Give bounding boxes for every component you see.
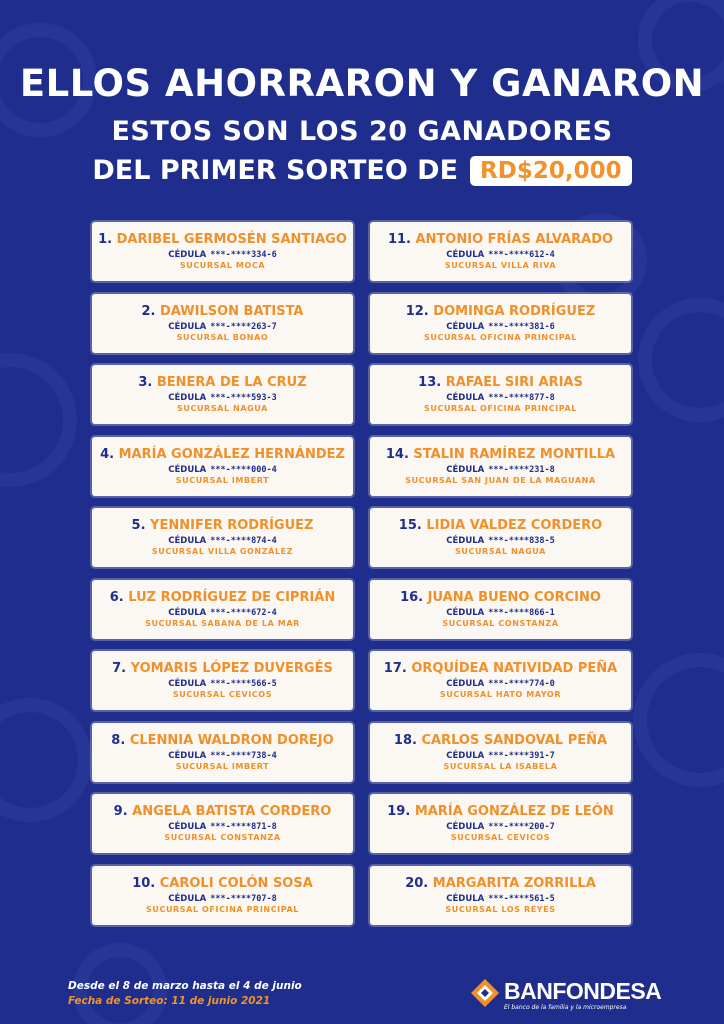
cedula-label: CÉDULA xyxy=(446,822,485,832)
logo-name: BANFONDESA xyxy=(504,978,662,1004)
winner-cedula xyxy=(92,393,353,403)
cedula-value: ***-****866-1 xyxy=(488,607,555,618)
winner-name-line xyxy=(92,447,353,462)
winner-cedula xyxy=(370,822,631,832)
winner-card xyxy=(92,437,353,496)
winner-card xyxy=(370,866,631,925)
winner-card xyxy=(92,866,353,925)
winner-card xyxy=(370,508,631,567)
winner-number: 1. xyxy=(98,232,113,247)
winner-card xyxy=(92,723,353,782)
winner-branch: SUCURSAL SAN JUAN DE LA MAGUANA xyxy=(405,475,596,485)
cedula-label: CÉDULA xyxy=(168,393,207,403)
winner-branch: SUCURSAL CONSTANZA xyxy=(164,833,281,842)
winner-number: 7. xyxy=(112,661,127,676)
cedula-value: ***-****391-7 xyxy=(488,750,555,761)
winner-cedula xyxy=(370,679,631,689)
winner-branch: SUCURSAL NAGUA xyxy=(177,404,268,413)
winner-name: CLENNIA WALDRON DOREJO xyxy=(129,732,334,748)
winner-branch: SUCURSAL OFICINA PRINCIPAL xyxy=(146,904,299,914)
winner-card xyxy=(370,580,631,639)
winner-branch: SUCURSAL IMBERT xyxy=(175,761,270,771)
winner-name: JUANA BUENO CORCINO xyxy=(427,589,601,605)
cedula-label: CÉDULA xyxy=(168,464,207,475)
winner-cedula xyxy=(370,894,631,904)
winner-branch: SUCURSAL IMBERT xyxy=(175,475,270,485)
winner-card xyxy=(92,580,353,639)
cedula-label: CÉDULA xyxy=(446,750,485,761)
cedula-label: CÉDULA xyxy=(168,679,207,689)
winner-number: 16. xyxy=(400,589,424,605)
winner-cedula xyxy=(92,608,353,618)
winner-number: 11. xyxy=(387,232,411,247)
winner-name: MARÍA GONZÁLEZ HERNÁNDEZ xyxy=(118,446,345,462)
winner-name-line xyxy=(92,661,353,676)
winner-card xyxy=(370,651,631,710)
winner-name-line xyxy=(370,661,631,676)
headline-prize-row xyxy=(0,155,724,186)
winner-cedula xyxy=(92,751,353,761)
winner-number: 18. xyxy=(393,732,417,748)
cedula-value: ***-****707-8 xyxy=(210,893,277,904)
winner-name: YOMARIS LÓPEZ DUVERGÉS xyxy=(130,661,333,676)
winner-number: 12. xyxy=(405,303,429,319)
winner-name: ANTONIO FRÍAS ALVARADO xyxy=(415,232,614,247)
winner-cedula xyxy=(92,250,353,260)
winner-branch: SUCURSAL LA ISABELA xyxy=(443,761,558,771)
cedula-value: ***-****200-7 xyxy=(488,822,555,832)
winner-card xyxy=(370,723,631,782)
winner-cedula xyxy=(370,751,631,761)
winner-name-line xyxy=(370,447,631,462)
winner-cedula xyxy=(370,250,631,260)
winner-name: MARGARITA ZORRILLA xyxy=(432,875,596,891)
winner-card xyxy=(92,365,353,424)
draw-date: Fecha de Sorteo: 11 de junio 2021 xyxy=(68,995,271,1007)
cedula-value: ***-****381-6 xyxy=(488,321,555,332)
winner-branch: SUCURSAL VILLA RIVA xyxy=(444,261,557,270)
cedula-label: CÉDULA xyxy=(168,536,207,546)
winner-name-line xyxy=(370,375,631,390)
cedula-label: CÉDULA xyxy=(168,607,207,618)
winner-name-line xyxy=(370,304,631,319)
winner-card xyxy=(92,651,353,710)
winner-number: 8. xyxy=(111,732,126,748)
winner-name: YENNIFER RODRÍGUEZ xyxy=(150,518,314,533)
winner-card xyxy=(370,294,631,353)
cedula-label: CÉDULA xyxy=(168,822,207,832)
winner-card xyxy=(370,794,631,853)
cedula-value: ***-****774-0 xyxy=(488,679,555,689)
winner-name: CAROLI COLÓN SOSA xyxy=(159,875,313,891)
winner-cedula xyxy=(92,894,353,904)
winner-name-line xyxy=(370,804,631,819)
winner-name-line xyxy=(92,375,353,390)
winner-name-line xyxy=(92,518,353,533)
cedula-value: ***-****593-3 xyxy=(210,393,277,403)
winner-cedula xyxy=(370,322,631,332)
cedula-label: CÉDULA xyxy=(446,893,485,904)
winner-name: LIDIA VALDEZ CORDERO xyxy=(426,518,603,533)
cedula-value: ***-****838-5 xyxy=(488,536,555,546)
winner-cedula xyxy=(370,536,631,546)
winner-name-line xyxy=(92,590,353,605)
winner-branch: SUCURSAL HATO MAYOR xyxy=(439,690,562,699)
winner-cedula xyxy=(370,393,631,403)
promotion-dates: Desde el 8 de marzo hasta el 4 de junio xyxy=(68,980,302,992)
headline-title: ELLOS AHORRARON Y GANARON xyxy=(19,62,705,105)
cedula-label: CÉDULA xyxy=(446,250,485,260)
winner-number: 14. xyxy=(385,446,409,462)
winner-card xyxy=(92,222,353,281)
winner-name-line xyxy=(370,733,631,748)
winner-number: 19. xyxy=(387,804,411,819)
winner-branch: SUCURSAL BONAO xyxy=(176,332,269,342)
winner-number: 10. xyxy=(132,875,156,891)
winner-cedula xyxy=(92,465,353,475)
cedula-value: ***-****612-4 xyxy=(488,250,555,260)
headline-prize-text: DEL PRIMER SORTEO DE xyxy=(92,155,459,186)
cedula-label: CÉDULA xyxy=(168,250,207,260)
winner-name: ANGELA BATISTA CORDERO xyxy=(132,804,332,819)
winner-name: ORQUÍDEA NATIVIDAD PEÑA xyxy=(411,661,618,676)
winner-branch: SUCURSAL OFICINA PRINCIPAL xyxy=(424,404,577,413)
headline-subtitle: ESTOS SON LOS 20 GANADORES xyxy=(111,116,613,147)
winner-name-line xyxy=(370,590,631,605)
winner-branch: SUCURSAL MOCA xyxy=(179,261,266,270)
winner-name: DOMINGA RODRÍGUEZ xyxy=(433,303,596,319)
cedula-value: ***-****263-7 xyxy=(210,321,277,332)
winner-name: MARÍA GONZÁLEZ DE LEÓN xyxy=(414,804,614,819)
winner-branch: SUCURSAL OFICINA PRINCIPAL xyxy=(424,332,577,342)
winner-number: 5. xyxy=(131,518,146,533)
cedula-value: ***-****231-8 xyxy=(488,464,555,475)
winner-name: BENERA DE LA CRUZ xyxy=(156,375,307,390)
winner-number: 6. xyxy=(109,589,124,605)
winner-branch: SUCURSAL VILLA GONZÁLEZ xyxy=(151,547,294,556)
winner-name: CARLOS SANDOVAL PEÑA xyxy=(421,732,608,748)
winner-name-line xyxy=(370,232,631,247)
cedula-value: ***-****871-8 xyxy=(210,822,277,832)
winner-branch: SUCURSAL CONSTANZA xyxy=(442,618,559,628)
winner-cedula xyxy=(92,822,353,832)
winner-name-line xyxy=(370,876,631,891)
winner-number: 2. xyxy=(141,303,156,319)
prize-amount-badge: RD$20,000 xyxy=(470,156,632,186)
winner-card xyxy=(92,294,353,353)
winner-name-line xyxy=(92,733,353,748)
logo-tagline: El banco de la familia y la microempresa xyxy=(504,1004,627,1011)
winner-number: 3. xyxy=(138,375,153,390)
winner-number: 15. xyxy=(398,518,422,533)
winner-name: DARIBEL GERMOSÉN SANTIAGO xyxy=(116,232,347,247)
winner-branch: SUCURSAL CEVICOS xyxy=(172,690,273,699)
winner-number: 13. xyxy=(418,375,442,390)
winner-name: DAWILSON BATISTA xyxy=(160,303,304,319)
banfondesa-logo xyxy=(470,970,670,1020)
cedula-value: ***-****738-4 xyxy=(210,750,277,761)
winner-card xyxy=(370,365,631,424)
winner-cedula xyxy=(370,608,631,618)
winner-name: STALIN RAMÍREZ MONTILLA xyxy=(413,446,616,462)
cedula-label: CÉDULA xyxy=(446,321,485,332)
winner-cedula xyxy=(92,679,353,689)
winner-card xyxy=(370,437,631,496)
cedula-value: ***-****561-5 xyxy=(488,893,555,904)
cedula-label: CÉDULA xyxy=(446,464,485,475)
winner-number: 9. xyxy=(113,804,128,819)
cedula-label: CÉDULA xyxy=(446,679,485,689)
winner-name-line xyxy=(92,232,353,247)
winner-branch: SUCURSAL LOS REYES xyxy=(445,904,556,914)
logo-mark-icon xyxy=(470,978,500,1008)
winner-number: 20. xyxy=(405,875,429,891)
winner-name-line xyxy=(370,518,631,533)
winner-number: 4. xyxy=(100,446,115,462)
cedula-label: CÉDULA xyxy=(168,893,207,904)
winner-branch: SUCURSAL SABANA DE LA MAR xyxy=(145,618,300,628)
cedula-value: ***-****000-4 xyxy=(210,464,277,475)
winner-card xyxy=(92,508,353,567)
cedula-value: ***-****334-6 xyxy=(210,250,277,260)
winner-name-line xyxy=(92,304,353,319)
cedula-label: CÉDULA xyxy=(446,536,485,546)
winner-card xyxy=(370,222,631,281)
winner-cedula xyxy=(370,465,631,475)
winner-name: RAFAEL SIRI ARIAS xyxy=(445,375,583,390)
cedula-label: CÉDULA xyxy=(446,607,485,618)
winner-name-line xyxy=(92,804,353,819)
winner-branch: SUCURSAL CEVICOS xyxy=(450,833,551,842)
cedula-label: CÉDULA xyxy=(168,750,207,761)
cedula-value: ***-****874-4 xyxy=(210,536,277,546)
cedula-label: CÉDULA xyxy=(446,393,485,403)
winner-name-line xyxy=(92,876,353,891)
winner-cedula xyxy=(92,322,353,332)
cedula-label: CÉDULA xyxy=(168,321,207,332)
winner-card xyxy=(92,794,353,853)
winner-cedula xyxy=(92,536,353,546)
cedula-value: ***-****566-5 xyxy=(210,679,277,689)
winner-number: 17. xyxy=(383,661,407,676)
winner-branch: SUCURSAL NAGUA xyxy=(455,547,546,556)
winner-name: LUZ RODRÍGUEZ DE CIPRIÁN xyxy=(128,589,336,605)
cedula-value: ***-****672-4 xyxy=(210,607,277,618)
cedula-value: ***-****877-8 xyxy=(488,393,555,403)
